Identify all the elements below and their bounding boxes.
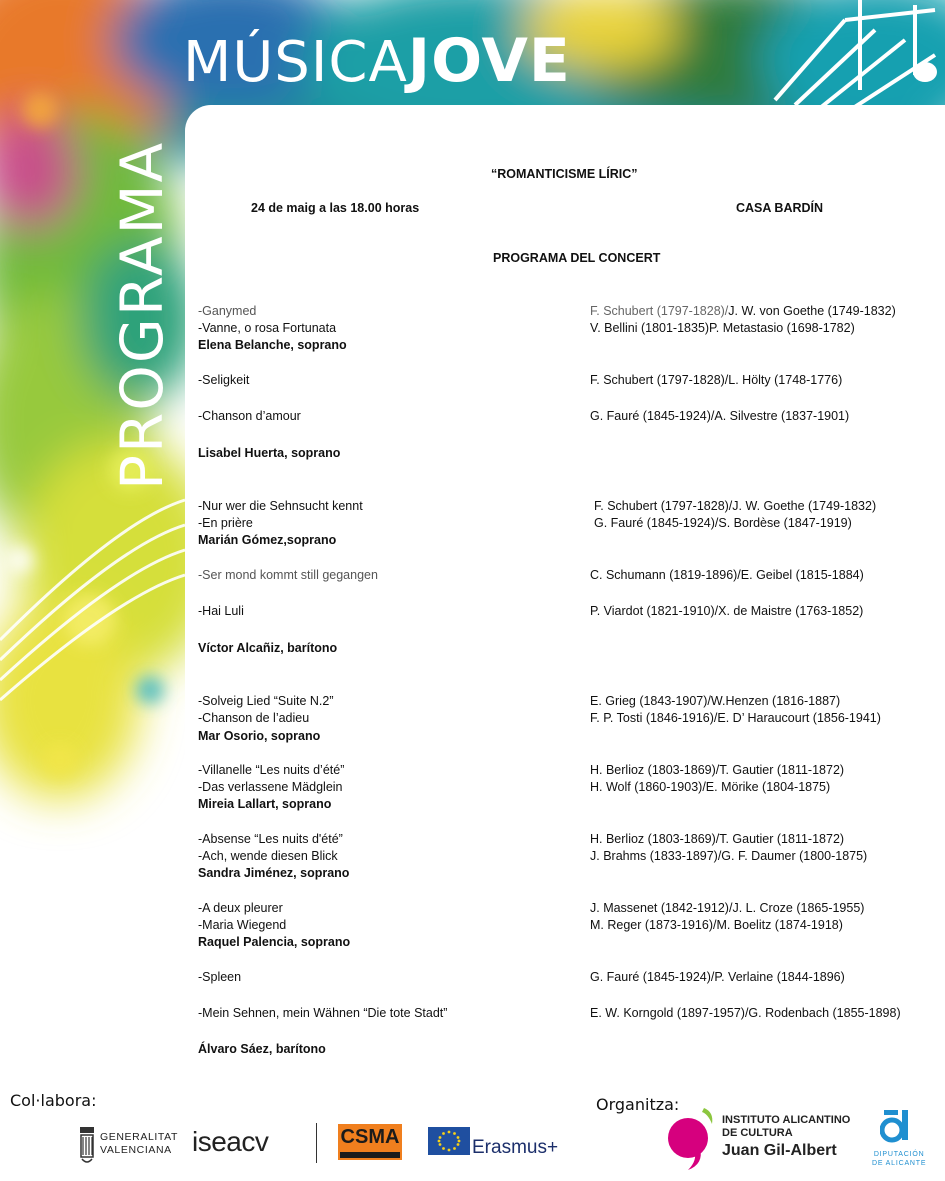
- vertical-title: PROGRAMA: [108, 140, 176, 490]
- brand-title: MÚSICAJOVE: [183, 26, 571, 96]
- performer: Elena Belanche, soprano: [198, 338, 347, 352]
- composer-credit: J. Brahms (1833-1897)/G. F. Daumer (1800-1875): [590, 849, 868, 863]
- piece-title: -Ser mond kommt still gegangen: [198, 568, 378, 582]
- composer-credit: F. Schubert (1797-1828)/J. W. Goethe (1749-1832): [594, 499, 877, 513]
- generalitat-logo-icon: [78, 1123, 96, 1165]
- csma-logo: CSMA: [338, 1124, 402, 1160]
- diputacion-logo-icon: [880, 1108, 914, 1144]
- piece-title: -Ach, wende diesen Blick: [198, 849, 338, 863]
- composer-credit: F. Schubert (1797-1828)/J. W. von Goethe (1749-1832): [590, 304, 896, 318]
- program-heading: PROGRAMA DEL CONCERT: [493, 251, 661, 265]
- piece-title: -Das verlassene Mädglein: [198, 780, 343, 794]
- piece-title: -Villanelle “Les nuits d’été”: [198, 763, 345, 777]
- instituto-logo-text: INSTITUTO ALICANTINO DE CULTURA Juan Gil-Albert: [722, 1114, 851, 1159]
- piece-title: -Hai Luli: [198, 604, 244, 618]
- performer: Mar Osorio, soprano: [198, 729, 321, 743]
- composer-credit: E. Grieg (1843-1907)/W.Henzen (1816-1887): [590, 694, 841, 708]
- concert-title: “ROMANTICISME LÍRIC”: [491, 167, 638, 181]
- music-note-icon: [765, 0, 945, 110]
- composer-credit: G. Fauré (1845-1924)/S. Bordèse (1847-1919): [594, 516, 852, 530]
- piece-title: -En prière: [198, 516, 253, 530]
- generalitat-logo-text: GENERALITAT VALENCIANA: [100, 1131, 178, 1156]
- composer-credit: F. Schubert (1797-1828)/L. Hölty (1748-1776): [590, 373, 843, 387]
- composer-credit: J. Massenet (1842-1912)/J. L. Croze (1865-1955): [590, 901, 865, 915]
- iseacv-logo: iseacv: [192, 1126, 269, 1157]
- piece-title: -Vanne, o rosa Fortunata: [198, 321, 337, 335]
- piece-title: -Ganymed: [198, 304, 257, 318]
- concert-date: 24 de maig a las 18.00 horas: [251, 201, 420, 215]
- composer-credit: M. Reger (1873-1916)/M. Boelitz (1874-1918): [590, 918, 843, 932]
- composer-credit: V. Bellini (1801-1835)P. Metastasio (1698-1782): [590, 321, 855, 335]
- erasmus-logo-text: Erasmus+: [472, 1137, 559, 1158]
- piece-title: -Spleen: [198, 970, 242, 984]
- composer-credit: G. Fauré (1845-1924)/A. Silvestre (1837-1901): [590, 409, 850, 423]
- composer-credit: E. W. Korngold (1897-1957)/G. Rodenbach (1855-1898): [590, 1006, 901, 1020]
- piece-title: -Solveig Lied “Suite N.2”: [198, 694, 334, 708]
- composer-credit: F. P. Tosti (1846-1916)/E. D’ Haraucourt (1856-1941): [590, 711, 881, 725]
- performer: Álvaro Sáez, barítono: [198, 1042, 326, 1056]
- piece-title: -Chanson d’amour: [198, 409, 301, 423]
- eu-flag-icon: [428, 1127, 470, 1155]
- composer-credit: H. Berlioz (1803-1869)/T. Gautier (1811-1872): [590, 832, 845, 846]
- composer-credit: P. Viardot (1821-1910)/X. de Maistre (1763-1852): [590, 604, 864, 618]
- composer-credit: C. Schumann (1819-1896)/E. Geibel (1815-1884): [590, 568, 864, 582]
- performer: Raquel Palencia, soprano: [198, 935, 351, 949]
- piece-title: -Mein Sehnen, mein Wähnen “Die tote Stadt”: [198, 1006, 448, 1020]
- piece-title: -Nur wer die Sehnsucht kennt: [198, 499, 363, 513]
- instituto-logo-icon: [664, 1104, 720, 1170]
- performer: Víctor Alcañiz, barítono: [198, 641, 338, 655]
- composer-credit: H. Berlioz (1803-1869)/T. Gautier (1811-1872): [590, 763, 845, 777]
- diputacion-logo-text: DIPUTACIÓN DE ALICANTE: [872, 1151, 927, 1167]
- piece-title: -Maria Wiegend: [198, 918, 287, 932]
- performer: Marián Gómez,soprano: [198, 533, 337, 547]
- piece-title: -Seligkeit: [198, 373, 250, 387]
- composer-credit: H. Wolf (1860-1903)/E. Mörike (1804-1875): [590, 780, 831, 794]
- performer: Sandra Jiménez, soprano: [198, 866, 350, 880]
- piece-title: -Chanson de l’adieu: [198, 711, 310, 725]
- organitza-label: Organitza:: [596, 1095, 680, 1114]
- logo-divider: [316, 1123, 317, 1163]
- performer: Mireia Lallart, soprano: [198, 797, 332, 811]
- composer-credit: G. Fauré (1845-1924)/P. Verlaine (1844-1896): [590, 970, 845, 984]
- collabora-label: Col·labora:: [10, 1091, 97, 1110]
- piece-title: -A deux pleurer: [198, 901, 283, 915]
- concert-venue: CASA BARDÍN: [736, 201, 824, 215]
- piece-title: -Absense “Les nuits d'été”: [198, 832, 343, 846]
- performer: Lisabel Huerta, soprano: [198, 446, 341, 460]
